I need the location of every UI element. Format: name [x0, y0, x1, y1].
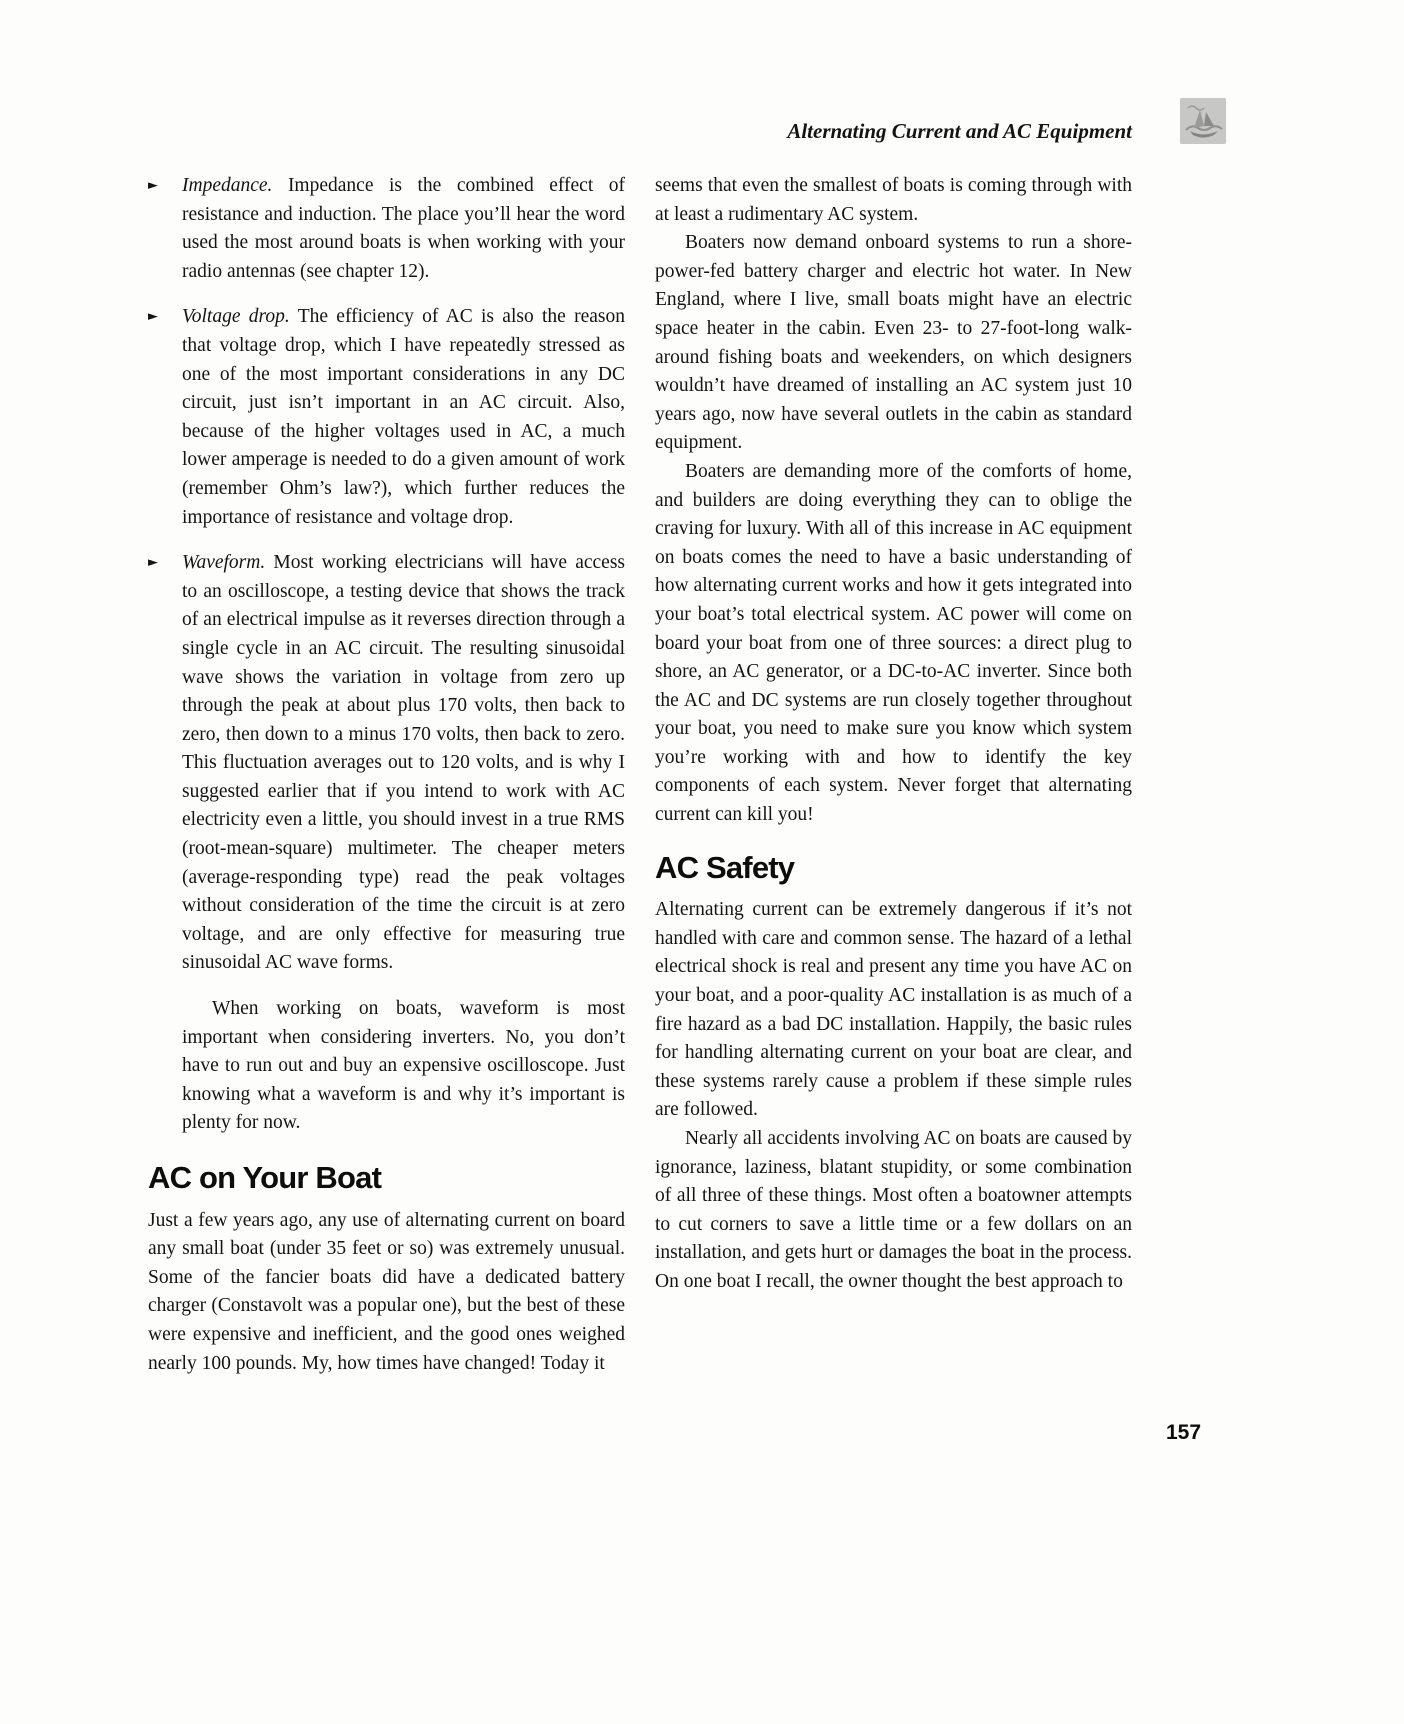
left-column	[148, 172, 625, 1378]
paragraph-comforts-of-home: Boaters are demanding more of the comforts of home, and builders are doing everything they can to oblige the craving for luxury. With all of this increase in AC equipment on boats comes the need to have a basic understanding of how alternating current works and how it gets integrated into your boat’s total electrical system. AC power will come on board your boat from one of three sources: a direct plug to shore, an AC generator, or a DC-to-AC inverter. Since both the AC and DC systems are run closely together throughout your boat, you need to make sure you know which system you’re working with and how to identify the key components of each system. Never forget that alternating current can kill you!	[655, 460, 1132, 826]
page-number: 157	[1166, 1421, 1202, 1444]
heading-ac-safety: AC Safety	[655, 849, 795, 885]
right-column	[655, 172, 1132, 1297]
paragraph-waveform-followup: When working on boats, waveform is most important when considering inverters. No, you don’t have to run out and buy an expensive oscilloscope. Just knowing what a waveform is and why it’s important is plenty for now.	[182, 998, 625, 1134]
paragraph-ac-safety-intro: Alternating current can be extremely dangerous if it’s not handled with care and common sense. The hazard of a lethal electrical shock is real and present any time you have AC on your boat, and a poor-quality AC installation is as much of a fire hazard as a bad DC installation. Happily, the basic rules for handling alternating current on your boat are clear, and these systems rarely cause a problem if these simple rules are followed.	[655, 899, 1132, 1121]
page-content	[148, 118, 1132, 1378]
arrow-bullet-icon: ►	[148, 309, 158, 325]
paragraph-ac-on-your-boat: Just a few years ago, any use of alternating current on board any small boat (under 35 feet or so) was extremely unusual. Some of the fancier boats did have a dedicated battery charger (Constavolt was a popular one), but the best of these were expensive and inefficient, and the good ones weighed nearly 100 pounds. My, how times have changed! Today it	[148, 1209, 625, 1374]
bullet-body: Most working electricians will have access to an oscilloscope, a testing device that shows the track of an electrical impulse as it reverses direction through a single cycle in an AC circuit. The resulting sinusoidal wave shows the variation in voltage from zero up through the peak at about plus 170 volts, then back to zero, then down to a minus 170 volts, then back to zero. This fluctuation averages out to 120 volts, and is why I suggested earlier that if you intend to work with AC electricity even a little, you should invest in a true RMS (root-mean-square) multimeter. The cheaper meters (average-responding type) read the peak voltages without consideration of the time the circuit is at zero voltage, and are only effective for measuring true sinusoidal AC wave forms.	[182, 552, 626, 974]
paragraph-continuation: seems that even the smallest of boats is coming through with at least a rudimentary AC system.	[655, 175, 1132, 225]
running-head: Alternating Current and AC Equipment	[787, 119, 1132, 143]
chapter-ornament-icon	[1180, 98, 1226, 144]
heading-ac-on-your-boat: AC on Your Boat	[148, 1160, 382, 1195]
bullet-text	[182, 303, 625, 532]
arrow-bullet-icon: ►	[148, 555, 158, 571]
bullet-body: Impedance is the combined effect of resistance and induction. The place you’ll hear the word used the most around boats is when working with your radio antennas (see chapter 12).	[182, 175, 625, 282]
two-column-layout	[148, 172, 1132, 1378]
bullet-term: Waveform.	[182, 552, 266, 574]
list-item-voltage-drop	[148, 303, 625, 532]
bullet-term: Voltage drop.	[182, 306, 290, 328]
arrow-bullet-icon: ►	[148, 178, 158, 193]
bullet-text	[182, 549, 625, 978]
list-item-impedance	[148, 172, 625, 286]
bullet-text	[182, 172, 625, 286]
list-item-waveform	[148, 549, 625, 978]
bullet-term: Impedance.	[182, 175, 273, 196]
paragraph-boaters-demand: Boaters now demand onboard systems to run a shore-power-fed battery charger and electric hot water. In New England, where I live, small boats might have an electric space heater in the cabin. Even 23- to 27-foot-long walk-around fishing boats and weekenders, on which designers wouldn’t have dreamed of installing an AC system just 10 years ago, now have several outlets in the cabin as standard equipment.	[655, 232, 1132, 454]
paragraph-accidents: Nearly all accidents involving AC on boats are caused by ignorance, laziness, blatant stupidity, or some combination of all three of these things. Most often a boatowner attempts to cut corners to save a little time or a few dollars on an installation, and gets hurt or damages the boat in the process. On one boat I recall, the owner thought the best approach to	[655, 1128, 1132, 1292]
bullet-body: The efficiency of AC is also the reason that voltage drop, which I have repeatedly stressed as one of the most important considerations in any DC circuit, just isn’t important in an AC circuit. Also, because of the higher voltages used in AC, a much lower amperage is needed to do a given amount of work (remember Ohm’s law?), which further reduces the importance of resistance and voltage drop.	[182, 306, 625, 528]
